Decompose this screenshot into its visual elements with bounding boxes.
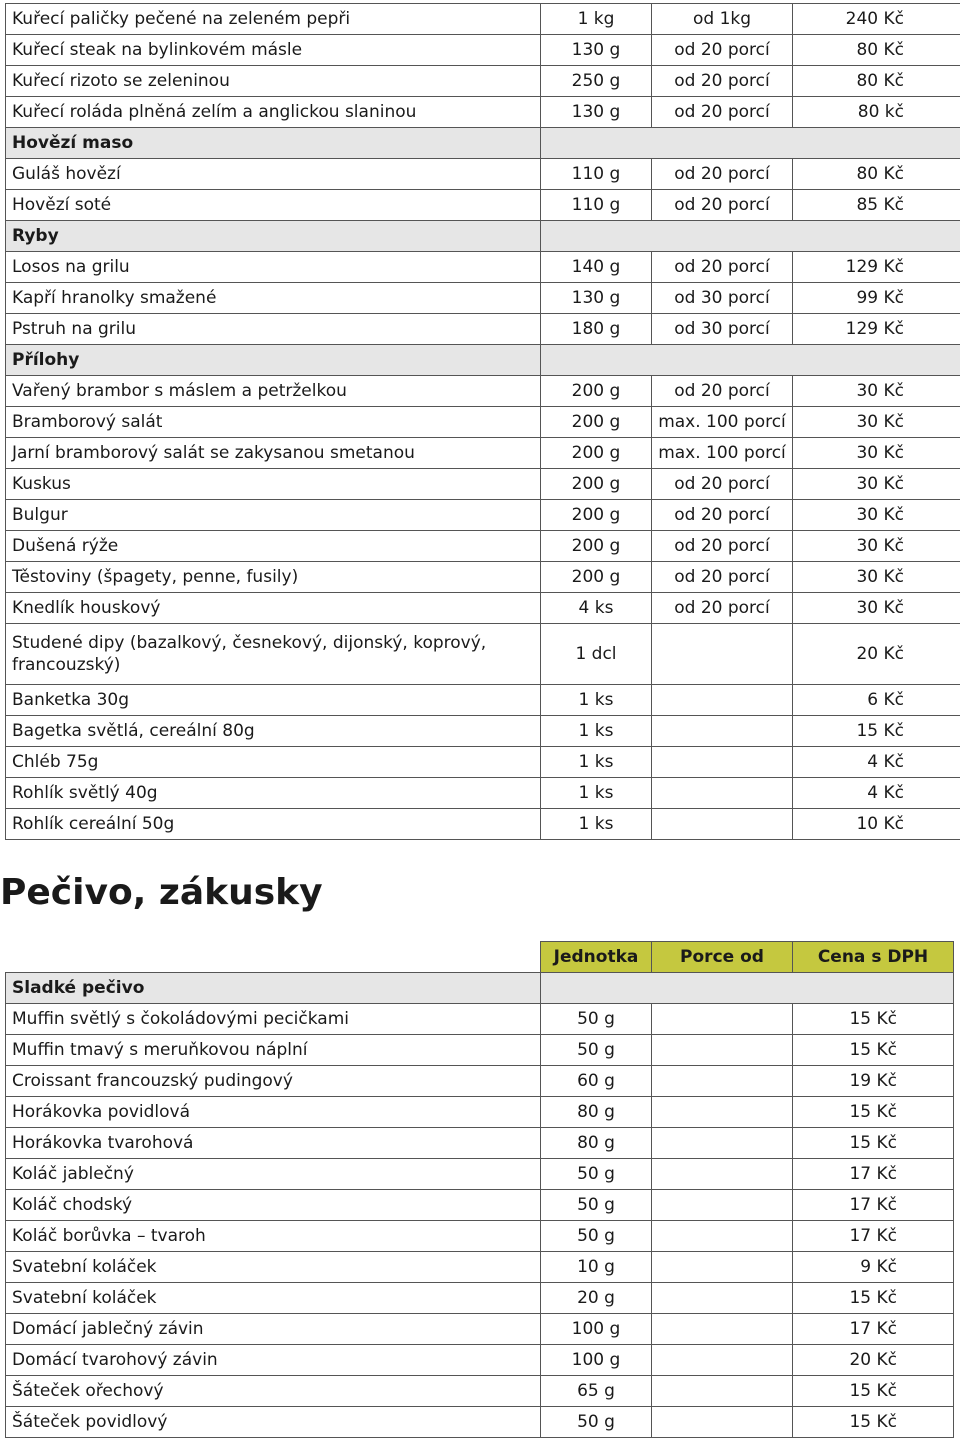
- item-portions: od 20 porcí: [652, 190, 793, 221]
- item-name: Banketka 30g: [6, 685, 541, 716]
- table-row: [6, 1252, 954, 1283]
- item-portions: [652, 716, 793, 747]
- item-name: Studené dipy (bazalkový, česnekový, dijonský, koprový, francouzský): [6, 624, 541, 685]
- item-unit: 1 ks: [541, 809, 652, 840]
- item-price: 15 Kč: [793, 1035, 954, 1066]
- item-unit: 200 g: [541, 531, 652, 562]
- table-row: [6, 66, 960, 97]
- item-unit: 100 g: [541, 1314, 652, 1345]
- item-unit: 200 g: [541, 469, 652, 500]
- item-portions: [652, 1035, 793, 1066]
- item-name: Kuřecí paličky pečené na zeleném pepři: [6, 4, 541, 35]
- category-spacer: [541, 345, 960, 376]
- category-row: [6, 221, 960, 252]
- item-price: 30 Kč: [793, 562, 960, 593]
- item-portions: [652, 1004, 793, 1035]
- item-price: 10 Kč: [793, 809, 960, 840]
- item-portions: [652, 1376, 793, 1407]
- item-name: Horákovka tvarohová: [6, 1128, 541, 1159]
- table-row: [6, 778, 960, 809]
- item-price: 129 Kč: [793, 252, 960, 283]
- category-label: Ryby: [6, 221, 541, 252]
- table-row: [6, 376, 960, 407]
- table-row: [6, 1159, 954, 1190]
- item-name: Horákovka povidlová: [6, 1097, 541, 1128]
- item-portions: [652, 1252, 793, 1283]
- table-row: [6, 716, 960, 747]
- item-unit: 200 g: [541, 376, 652, 407]
- item-unit: 130 g: [541, 97, 652, 128]
- item-portions: od 20 porcí: [652, 252, 793, 283]
- item-name: Pstruh na grilu: [6, 314, 541, 345]
- item-name: Koláč jablečný: [6, 1159, 541, 1190]
- category-label: Sladké pečivo: [6, 973, 541, 1004]
- item-name: Koláč chodský: [6, 1190, 541, 1221]
- item-price: 4 Kč: [793, 747, 960, 778]
- item-name: Guláš hovězí: [6, 159, 541, 190]
- item-name: Jarní bramborový salát se zakysanou smetanou: [6, 438, 541, 469]
- menu-table-pastry: [5, 941, 954, 1438]
- item-name: Losos na grilu: [6, 252, 541, 283]
- item-unit: 20 g: [541, 1283, 652, 1314]
- item-price: 20 Kč: [793, 624, 960, 685]
- item-portions: od 20 porcí: [652, 35, 793, 66]
- header-unit: Jednotka: [541, 942, 652, 973]
- item-price: 30 Kč: [793, 531, 960, 562]
- item-unit: 1 dcl: [541, 624, 652, 685]
- item-price: 30 Kč: [793, 593, 960, 624]
- item-portions: od 30 porcí: [652, 314, 793, 345]
- table-header-row: [6, 942, 954, 973]
- item-unit: 50 g: [541, 1190, 652, 1221]
- item-portions: [652, 1128, 793, 1159]
- table-row: [6, 1004, 954, 1035]
- item-unit: 50 g: [541, 1221, 652, 1252]
- item-unit: 140 g: [541, 252, 652, 283]
- table-row: [6, 35, 960, 66]
- table-row: [6, 500, 960, 531]
- item-unit: 200 g: [541, 438, 652, 469]
- item-portions: od 20 porcí: [652, 159, 793, 190]
- item-portions: [652, 778, 793, 809]
- item-unit: 60 g: [541, 1066, 652, 1097]
- table-row: [6, 469, 960, 500]
- table-row: [6, 1283, 954, 1314]
- header-portions: Porce od: [652, 942, 793, 973]
- item-portions: od 20 porcí: [652, 500, 793, 531]
- item-portions: [652, 747, 793, 778]
- table-row: [6, 314, 960, 345]
- item-name: Svatební koláček: [6, 1252, 541, 1283]
- table-row: [6, 1097, 954, 1128]
- item-price: 15 Kč: [793, 1004, 954, 1035]
- item-name: Těstoviny (špagety, penne, fusily): [6, 562, 541, 593]
- item-price: 15 Kč: [793, 1407, 954, 1438]
- item-unit: 50 g: [541, 1035, 652, 1066]
- table-row: [6, 593, 960, 624]
- item-price: 80 Kč: [793, 66, 960, 97]
- item-unit: 50 g: [541, 1407, 652, 1438]
- item-unit: 200 g: [541, 407, 652, 438]
- table-row: [6, 1221, 954, 1252]
- table-row: [6, 159, 960, 190]
- table-row: [6, 1345, 954, 1376]
- item-portions: [652, 1066, 793, 1097]
- item-price: 17 Kč: [793, 1221, 954, 1252]
- item-name: Bagetka světlá, cereální 80g: [6, 716, 541, 747]
- item-price: 15 Kč: [793, 716, 960, 747]
- item-unit: 50 g: [541, 1159, 652, 1190]
- item-portions: od 30 porcí: [652, 283, 793, 314]
- table-row: [6, 1376, 954, 1407]
- item-price: 30 Kč: [793, 500, 960, 531]
- item-unit: 50 g: [541, 1004, 652, 1035]
- table-row: [6, 252, 960, 283]
- item-name: Šáteček povidlový: [6, 1407, 541, 1438]
- item-name: Kuřecí roláda plněná zelím a anglickou slaninou: [6, 97, 541, 128]
- table-row: [6, 283, 960, 314]
- item-portions: od 20 porcí: [652, 469, 793, 500]
- table-row: [6, 190, 960, 221]
- header-blank-cell: [6, 942, 541, 973]
- item-portions: [652, 1407, 793, 1438]
- item-unit: 250 g: [541, 66, 652, 97]
- table-row: [6, 624, 960, 685]
- item-name: Dušená rýže: [6, 531, 541, 562]
- item-price: 99 Kč: [793, 283, 960, 314]
- item-portions: max. 100 porcí: [652, 438, 793, 469]
- item-name: Svatební koláček: [6, 1283, 541, 1314]
- item-price: 240 Kč: [793, 4, 960, 35]
- item-unit: 110 g: [541, 159, 652, 190]
- item-name: Rohlík cereální 50g: [6, 809, 541, 840]
- item-unit: 4 ks: [541, 593, 652, 624]
- item-name: Rohlík světlý 40g: [6, 778, 541, 809]
- item-name: Knedlík houskový: [6, 593, 541, 624]
- item-unit: 110 g: [541, 190, 652, 221]
- item-portions: [652, 809, 793, 840]
- item-price: 30 Kč: [793, 376, 960, 407]
- item-portions: [652, 685, 793, 716]
- table-row: [6, 685, 960, 716]
- item-name: Muffin světlý s čokoládovými pecičkami: [6, 1004, 541, 1035]
- item-name: Kapří hranolky smažené: [6, 283, 541, 314]
- table-row: [6, 407, 960, 438]
- category-row: [6, 128, 960, 159]
- item-name: Chléb 75g: [6, 747, 541, 778]
- item-portions: od 20 porcí: [652, 531, 793, 562]
- table-row: [6, 1066, 954, 1097]
- item-name: Kuskus: [6, 469, 541, 500]
- item-unit: 65 g: [541, 1376, 652, 1407]
- item-name: Muffin tmavý s meruňkovou náplní: [6, 1035, 541, 1066]
- item-price: 15 Kč: [793, 1283, 954, 1314]
- item-price: 129 Kč: [793, 314, 960, 345]
- table-row: [6, 747, 960, 778]
- category-spacer: [541, 221, 960, 252]
- item-unit: 1 ks: [541, 778, 652, 809]
- item-name: Croissant francouzský pudingový: [6, 1066, 541, 1097]
- item-portions: [652, 1283, 793, 1314]
- table-row: [6, 1190, 954, 1221]
- item-portions: od 20 porcí: [652, 376, 793, 407]
- item-unit: 80 g: [541, 1128, 652, 1159]
- item-name: Bramborový salát: [6, 407, 541, 438]
- item-price: 19 Kč: [793, 1066, 954, 1097]
- item-portions: [652, 624, 793, 685]
- item-name: Hovězí soté: [6, 190, 541, 221]
- item-portions: od 20 porcí: [652, 97, 793, 128]
- item-name: Kuřecí rizoto se zeleninou: [6, 66, 541, 97]
- item-price: 80 Kč: [793, 159, 960, 190]
- item-unit: 1 ks: [541, 685, 652, 716]
- table-row: [6, 809, 960, 840]
- category-row: [6, 973, 954, 1004]
- item-price: 20 Kč: [793, 1345, 954, 1376]
- item-name: Šáteček ořechový: [6, 1376, 541, 1407]
- item-unit: 80 g: [541, 1097, 652, 1128]
- item-unit: 200 g: [541, 562, 652, 593]
- item-portions: [652, 1190, 793, 1221]
- category-label: Přílohy: [6, 345, 541, 376]
- item-price: 85 Kč: [793, 190, 960, 221]
- item-unit: 130 g: [541, 35, 652, 66]
- table-row: [6, 1407, 954, 1438]
- item-portions: [652, 1159, 793, 1190]
- item-price: 15 Kč: [793, 1097, 954, 1128]
- item-price: 80 kč: [793, 97, 960, 128]
- item-price: 17 Kč: [793, 1314, 954, 1345]
- item-name: Vařený brambor s máslem a petrželkou: [6, 376, 541, 407]
- item-price: 15 Kč: [793, 1128, 954, 1159]
- item-unit: 180 g: [541, 314, 652, 345]
- category-label: Hovězí maso: [6, 128, 541, 159]
- item-name: Bulgur: [6, 500, 541, 531]
- item-unit: 100 g: [541, 1345, 652, 1376]
- table-row: [6, 1035, 954, 1066]
- menu-table-main: [5, 3, 960, 840]
- item-portions: od 1kg: [652, 4, 793, 35]
- item-unit: 200 g: [541, 500, 652, 531]
- item-price: 80 Kč: [793, 35, 960, 66]
- item-portions: [652, 1314, 793, 1345]
- table-row: [6, 562, 960, 593]
- section-heading-pecivo: Pečivo, zákusky: [0, 872, 323, 913]
- item-portions: [652, 1097, 793, 1128]
- item-unit: 1 ks: [541, 716, 652, 747]
- item-price: 30 Kč: [793, 438, 960, 469]
- item-portions: od 20 porcí: [652, 562, 793, 593]
- item-portions: max. 100 porcí: [652, 407, 793, 438]
- item-price: 30 Kč: [793, 469, 960, 500]
- item-name: Kuřecí steak na bylinkovém másle: [6, 35, 541, 66]
- category-row: [6, 345, 960, 376]
- table-row: [6, 531, 960, 562]
- item-portions: od 20 porcí: [652, 66, 793, 97]
- item-name: Domácí tvarohový závin: [6, 1345, 541, 1376]
- table-row: [6, 1128, 954, 1159]
- item-price: 30 Kč: [793, 407, 960, 438]
- item-portions: [652, 1221, 793, 1252]
- item-name: Domácí jablečný závin: [6, 1314, 541, 1345]
- item-price: 17 Kč: [793, 1159, 954, 1190]
- table-row: [6, 1314, 954, 1345]
- table-row: [6, 4, 960, 35]
- item-price: 9 Kč: [793, 1252, 954, 1283]
- item-unit: 1 kg: [541, 4, 652, 35]
- header-price: Cena s DPH: [793, 942, 954, 973]
- item-price: 15 Kč: [793, 1376, 954, 1407]
- category-spacer: [541, 973, 954, 1004]
- item-unit: 130 g: [541, 283, 652, 314]
- table-row: [6, 438, 960, 469]
- item-unit: 10 g: [541, 1252, 652, 1283]
- item-price: 17 Kč: [793, 1190, 954, 1221]
- item-name: Koláč borůvka – tvaroh: [6, 1221, 541, 1252]
- item-price: 4 Kč: [793, 778, 960, 809]
- item-unit: 1 ks: [541, 747, 652, 778]
- table-row: [6, 97, 960, 128]
- item-portions: od 20 porcí: [652, 593, 793, 624]
- item-price: 6 Kč: [793, 685, 960, 716]
- category-spacer: [541, 128, 960, 159]
- item-portions: [652, 1345, 793, 1376]
